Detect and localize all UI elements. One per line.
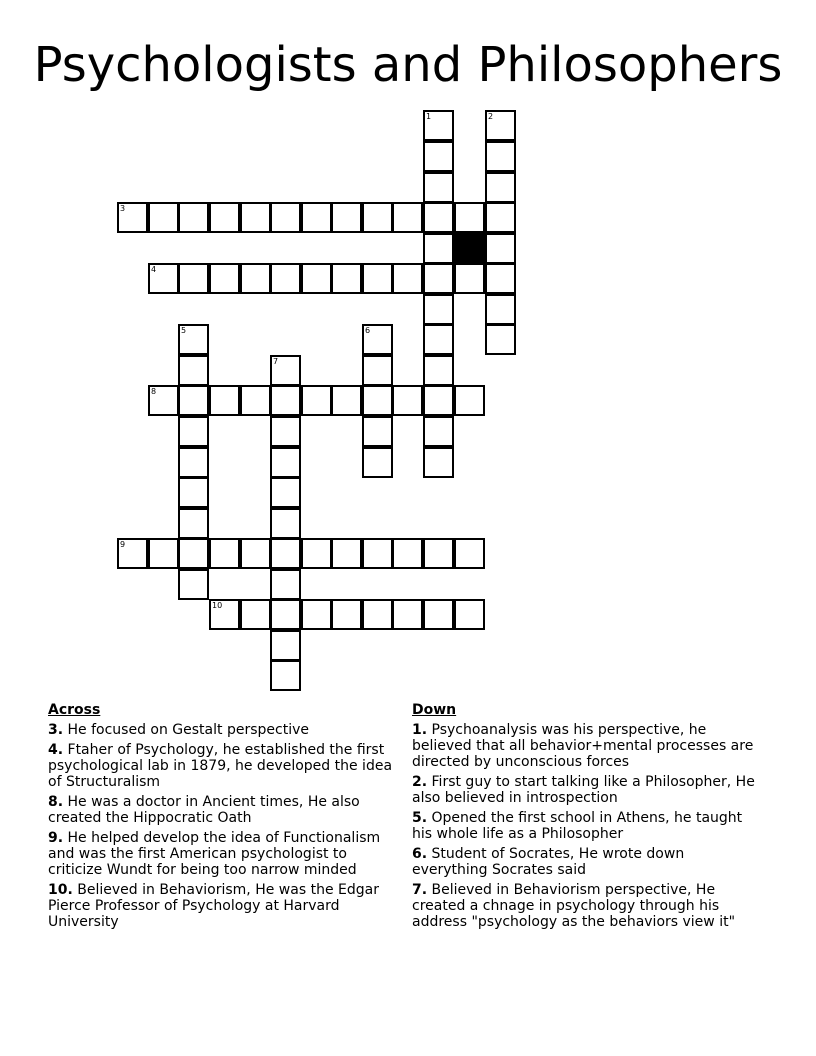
crossword-cell[interactable]	[209, 599, 240, 630]
clue-number: 9.	[48, 830, 64, 846]
cell-number: 2	[488, 112, 494, 121]
crossword-cell[interactable]	[301, 385, 332, 416]
crossword-cell[interactable]	[331, 599, 362, 630]
crossword-cell[interactable]	[178, 569, 209, 600]
crossword-cell[interactable]	[240, 385, 271, 416]
crossword-cell[interactable]	[178, 355, 209, 386]
clue-number: 4.	[48, 742, 64, 758]
crossword-cell[interactable]	[454, 202, 485, 233]
crossword-cell[interactable]	[423, 110, 454, 141]
crossword-cell[interactable]	[392, 385, 423, 416]
crossword-cell[interactable]	[485, 172, 516, 203]
crossword-cell[interactable]	[362, 263, 393, 294]
crossword-cell[interactable]	[392, 263, 423, 294]
crossword-cell[interactable]	[331, 385, 362, 416]
crossword-cell[interactable]	[485, 110, 516, 141]
crossword-cell[interactable]	[270, 416, 301, 447]
crossword-cell[interactable]	[454, 599, 485, 630]
crossword-cell[interactable]	[240, 202, 271, 233]
crossword-cell[interactable]	[270, 477, 301, 508]
crossword-cell[interactable]	[117, 202, 148, 233]
crossword-cell[interactable]	[423, 172, 454, 203]
crossword-cell[interactable]	[331, 538, 362, 569]
crossword-cell[interactable]	[270, 569, 301, 600]
crossword-cell[interactable]	[485, 202, 516, 233]
crossword-cell[interactable]	[178, 263, 209, 294]
crossword-cell[interactable]	[392, 538, 423, 569]
crossword-cell[interactable]	[423, 294, 454, 325]
crossword-cell[interactable]	[148, 202, 179, 233]
crossword-cell[interactable]	[148, 538, 179, 569]
crossword-cell[interactable]	[362, 447, 393, 478]
crossword-cell[interactable]	[485, 294, 516, 325]
crossword-cell[interactable]	[362, 355, 393, 386]
crossword-cell[interactable]	[423, 233, 454, 264]
crossword-cell[interactable]	[423, 141, 454, 172]
crossword-cell[interactable]	[209, 202, 240, 233]
crossword-cell[interactable]	[423, 385, 454, 416]
across-clue	[48, 742, 400, 790]
crossword-cell[interactable]	[270, 202, 301, 233]
clue-number: 3.	[48, 722, 64, 738]
crossword-cell[interactable]	[454, 263, 485, 294]
crossword-cell[interactable]	[209, 263, 240, 294]
cell-number: 9	[120, 540, 126, 549]
cell-number: 4	[151, 265, 157, 274]
down-heading: Down	[412, 702, 457, 718]
crossword-cell[interactable]	[423, 416, 454, 447]
crossword-cell[interactable]	[485, 263, 516, 294]
crossword-cell[interactable]	[301, 538, 332, 569]
cell-number: 1	[426, 112, 432, 121]
crossword-cell[interactable]	[270, 355, 301, 386]
crossword-cell[interactable]	[331, 263, 362, 294]
crossword-cell[interactable]	[117, 538, 148, 569]
clue-text: He was a doctor in Ancient times, He also created the Hippocratic Oath	[48, 794, 360, 826]
cell-number: 10	[212, 601, 223, 610]
crossword-cell[interactable]	[178, 202, 209, 233]
page-title: Psychologists and Philosophers	[33, 37, 783, 93]
clue-number: 6.	[412, 846, 428, 862]
crossword-cell[interactable]	[362, 538, 393, 569]
clue-text: He helped develop the idea of Functionalism and was the first American psychologist to criticize Wundt for being too narrow minded	[48, 830, 381, 878]
crossword-cell[interactable]	[240, 263, 271, 294]
clue-text: Believed in Behaviorism perspective, He created a chnage in psychology through his address "psychology as the behaviors view it"	[412, 882, 736, 930]
crossword-cell[interactable]	[485, 141, 516, 172]
crossword-cell[interactable]	[362, 599, 393, 630]
crossword-cell[interactable]	[485, 324, 516, 355]
clue-text: Student of Socrates, He wrote down everything Socrates said	[412, 846, 685, 878]
cell-number: 6	[365, 326, 371, 335]
crossword-cell[interactable]	[485, 233, 516, 264]
clue-text: Ftaher of Psychology, he established the first psychological lab in 1879, he developed the idea of Structuralism	[48, 742, 393, 790]
crossword-cell[interactable]	[454, 538, 485, 569]
crossword-cell[interactable]	[270, 263, 301, 294]
crossword-cell[interactable]	[270, 447, 301, 478]
crossword-cell[interactable]	[362, 385, 393, 416]
crossword-cell[interactable]	[423, 263, 454, 294]
crossword-cell[interactable]	[301, 599, 332, 630]
across-clue	[48, 794, 400, 826]
crossword-cell[interactable]	[270, 508, 301, 539]
crossword-cell[interactable]	[270, 385, 301, 416]
across-clue	[48, 882, 400, 930]
down-clue	[412, 722, 764, 770]
clue-number: 5.	[412, 810, 428, 826]
across-clue	[48, 830, 400, 878]
cell-number: 7	[273, 357, 279, 366]
crossword-cell[interactable]	[270, 599, 301, 630]
cell-number: 5	[181, 326, 187, 335]
across-clues	[48, 702, 400, 934]
crossword-cell[interactable]	[362, 324, 393, 355]
down-clue	[412, 774, 764, 806]
crossword-cell[interactable]	[240, 538, 271, 569]
crossword-cell[interactable]	[178, 385, 209, 416]
crossword-cell[interactable]	[148, 263, 179, 294]
black-cell	[454, 233, 485, 264]
crossword-cell[interactable]	[454, 385, 485, 416]
crossword-cell[interactable]	[362, 202, 393, 233]
crossword-cell[interactable]	[423, 447, 454, 478]
crossword-cell[interactable]	[270, 538, 301, 569]
crossword-cell[interactable]	[423, 324, 454, 355]
crossword-cell[interactable]	[423, 599, 454, 630]
crossword-cell[interactable]	[209, 538, 240, 569]
crossword-cell[interactable]	[270, 630, 301, 661]
across-heading: Across	[48, 702, 101, 718]
crossword-cell[interactable]	[178, 538, 209, 569]
crossword-cell[interactable]	[240, 599, 271, 630]
clue-text: Believed in Behaviorism, He was the Edgar Pierce Professor of Psychology at Harvard University	[48, 882, 379, 930]
clue-number: 10.	[48, 882, 73, 898]
crossword-cell[interactable]	[178, 447, 209, 478]
crossword-cell[interactable]	[423, 538, 454, 569]
crossword-cell[interactable]	[301, 202, 332, 233]
down-clue	[412, 882, 764, 930]
down-clue	[412, 846, 764, 878]
crossword-cell[interactable]	[178, 324, 209, 355]
crossword-cell[interactable]	[270, 660, 301, 691]
crossword-cell[interactable]	[301, 263, 332, 294]
down-clues	[412, 702, 764, 934]
crossword-cell[interactable]	[331, 202, 362, 233]
across-clue	[48, 722, 400, 738]
down-clue	[412, 810, 764, 842]
clue-text: First guy to start talking like a Philosopher, He also believed in introspection	[412, 774, 755, 806]
crossword-cell[interactable]	[362, 416, 393, 447]
crossword-cell[interactable]	[423, 355, 454, 386]
crossword-cell[interactable]	[392, 202, 423, 233]
cell-number: 3	[120, 204, 126, 213]
clue-number: 8.	[48, 794, 64, 810]
clue-number: 1.	[412, 722, 428, 738]
crossword-cell[interactable]	[392, 599, 423, 630]
crossword-cell[interactable]	[423, 202, 454, 233]
crossword-cell[interactable]	[209, 385, 240, 416]
crossword-cell[interactable]	[178, 416, 209, 447]
cell-number: 8	[151, 387, 157, 396]
crossword-cell[interactable]	[178, 477, 209, 508]
crossword-cell[interactable]	[178, 508, 209, 539]
clue-number: 7.	[412, 882, 428, 898]
clue-text: Psychoanalysis was his perspective, he believed that all behavior+mental processes are directed by unconscious forces	[412, 722, 754, 770]
clue-number: 2.	[412, 774, 428, 790]
crossword-cell[interactable]	[148, 385, 179, 416]
clue-text: Opened the first school in Athens, he taught his whole life as a Philosopher	[412, 810, 743, 842]
clue-text: He focused on Gestalt perspective	[67, 722, 309, 738]
